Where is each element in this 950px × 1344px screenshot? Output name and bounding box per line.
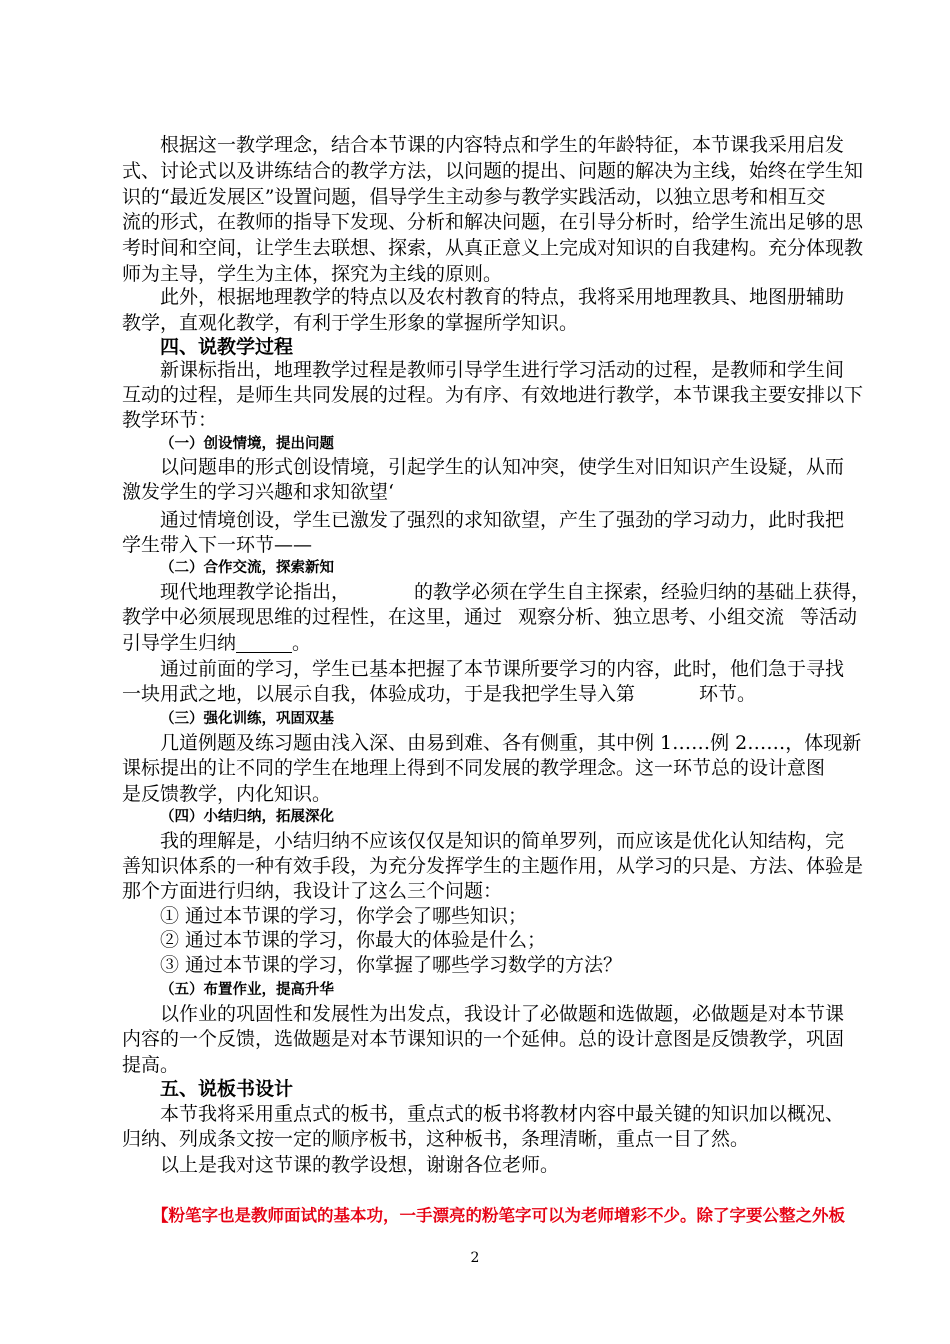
list-item: ③ 通过本节课的学习，你掌握了哪些学习数学的方法？ xyxy=(160,954,623,976)
paragraph-line: 以问题串的形式创设情境，引起学生的认知冲突，使学生对旧知识产生设疑，从而 xyxy=(160,456,845,478)
subsection-heading: （二）合作交流，探索新知 xyxy=(160,559,334,576)
paragraph-line: 通过情境创设，学生已激发了强烈的求知欲望，产生了强劲的学习动力，此时我把 xyxy=(160,509,845,531)
subsection-heading: （四）小结归纳，拓展深化 xyxy=(160,808,334,825)
paragraph-line: 学生带入下一环节—— xyxy=(122,534,313,556)
paragraph-line: 几道例题及练习题由浅入深、由易到难、各有侧重，其中例 1……例 2……，体现新 xyxy=(160,732,862,754)
paragraph-line: 课标提出的让不同的学生在地理上得到不同发展的教学理念。这一环节总的设计意图 xyxy=(122,757,826,779)
text-span: 现代地理教学论指出， xyxy=(160,581,351,603)
paragraph-line: 流的形式，在教师的指导下发现、分析和解决问题，在引导分析时，给学生流出足够的思 xyxy=(122,211,864,233)
text-span: 观察分析、独立思考、小组交流 xyxy=(518,606,785,628)
fill-in-blank xyxy=(236,633,292,653)
list-item: ① 通过本节课的学习，你学会了哪些知识； xyxy=(160,905,528,927)
paragraph-line xyxy=(122,631,842,655)
text-span: 一块用武之地，以展示自我，体验成功，于是我把学生导入第 xyxy=(122,683,636,705)
text-span: 教学中必须展现思维的过程性，在这里，通过 xyxy=(122,606,503,628)
paragraph-line: 式、讨论式以及讲练结合的教学方法，以问题的提出、问题的解决为主线，始终在学生知 xyxy=(122,160,864,182)
paragraph-line: 善知识体系的一种有效手段，为充分发挥学生的主题作用，从学习的只是、方法、体验是 xyxy=(122,855,864,877)
text-span: 引导学生归纳 xyxy=(122,632,237,654)
paragraph-line: 我的理解是，小结归纳不应该仅仅是知识的简单罗列，而应该是优化认知结构，完 xyxy=(160,830,845,852)
paragraph-line: 归纳、列成条文按一定的顺序板书，这种板书，条理清晰，重点一目了然。 xyxy=(122,1128,750,1150)
paragraph-line: 以上是我对这节课的教学设想，谢谢各位老师。 xyxy=(160,1154,560,1176)
text-span: 等活动 xyxy=(800,606,858,628)
highlight-note: 【粉笔字也是教师面试的基本功，一手漂亮的粉笔字可以为老师增彩不少。除了字要公整之外板 xyxy=(152,1206,845,1225)
page-number: 2 xyxy=(470,1250,480,1266)
list-item: ② 通过本节课的学习，你最大的体验是什么； xyxy=(160,929,547,951)
paragraph-line xyxy=(122,682,842,706)
paragraph-line: 师为主导，学生为主体，探究为主线的原则。 xyxy=(122,263,503,285)
paragraph-line: 以作业的巩固性和发展性为出发点，我设计了必做题和选做题，必做题是对本节课 xyxy=(160,1003,845,1025)
paragraph-line: 提高。 xyxy=(122,1054,180,1076)
paragraph-line: 是反馈教学，内化知识。 xyxy=(122,783,332,805)
paragraph-line: 本节我将采用重点式的板书，重点式的板书将教材内容中最关键的知识加以概况、 xyxy=(160,1103,845,1125)
subsection-heading: （三）强化训练，巩固双基 xyxy=(160,710,334,727)
paragraph-line xyxy=(160,580,880,604)
text-span: 的教学必须在学生自主探索，经验归纳的基础上获得， xyxy=(414,581,871,603)
section-heading: 四、说教学过程 xyxy=(160,336,294,358)
paragraph-line: 通过前面的学习，学生已基本把握了本节课所要学习的内容，此时，他们急于寻找 xyxy=(160,658,845,680)
paragraph-line: 考时间和空间，让学生去联想、探索，从真正意义上完成对知识的自我建构。充分体现教 xyxy=(122,237,864,259)
paragraph-line: 此外，根据地理教学的特点以及农村教育的特点，我将采用地理教具、地图册辅助 xyxy=(160,286,845,308)
subsection-heading: （五）布置作业，提高升华 xyxy=(160,981,334,998)
paragraph-line: 教学，直观化教学，有利于学生形象的掌握所学知识。 xyxy=(122,312,579,334)
paragraph-line: 识的“最近发展区”设置问题，倡导学生主动参与教学实践活动，以独立思考和相互交 xyxy=(122,186,826,208)
paragraph-line xyxy=(122,605,858,629)
paragraph-line: 教学环节： xyxy=(122,409,218,431)
paragraph-line: 根据这一教学理念，结合本节课的内容特点和学生的年龄特征，本节课我采用启发 xyxy=(160,134,845,156)
paragraph-line: 新课标指出，地理教学过程是教师引导学生进行学习活动的过程，是教师和学生间 xyxy=(160,359,845,381)
paragraph-line: 激发学生的学习兴趣和求知欲望‘ xyxy=(122,481,395,503)
paragraph-line: 那个方面进行归纳，我设计了这么三个问题： xyxy=(122,880,503,902)
subsection-heading: （一）创设情境，提出问题 xyxy=(160,435,334,452)
section-heading: 五、说板书设计 xyxy=(160,1078,294,1100)
paragraph-line: 内容的一个反馈，选做题是对本节课知识的一个延伸。总的设计意图是反馈教学，巩固 xyxy=(122,1028,845,1050)
text-span: 环节。 xyxy=(699,683,757,705)
text-span: 。 xyxy=(292,632,312,654)
paragraph-line: 互动的过程，是师生共同发展的过程。为有序、有效地进行教学，本节课我主要安排以下 xyxy=(122,384,864,406)
